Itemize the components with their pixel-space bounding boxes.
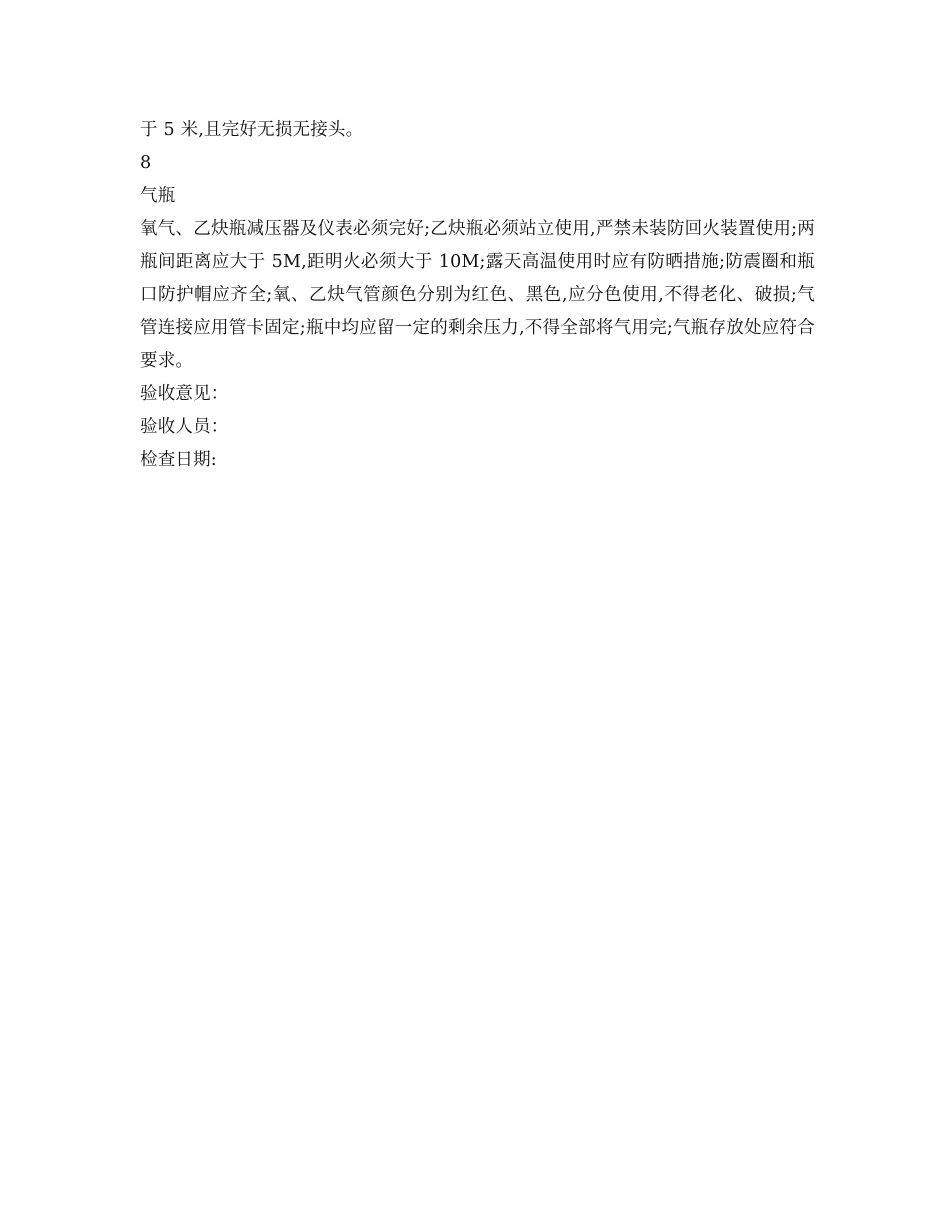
continuation-text: 于 5 米,且完好无损无接头。 <box>140 120 364 140</box>
requirement-paragraph: 氧气、乙炔瓶减压器及仪表必须完好;乙炔瓶必须站立使用,严禁未装防回火装置使用;两瓶间距离应大于 5M,距明火必须大于 10M;露天高温使用时应有防晒措施;防震圈和瓶口防护帽应齐全;氧、乙炔气管颜色分别为红色、黑色,应分色使用,不得老化、破损;气管连接应用管卡固定;瓶中均应留一定的剩余压力,不得全部将气用完;气瓶存放处应符合要求。 <box>140 219 815 371</box>
document-body <box>140 114 815 477</box>
inspection-date-label: 检查日期: <box>140 450 217 470</box>
item-title: 气瓶 <box>140 186 176 206</box>
item-number: 8 <box>140 153 152 173</box>
acceptance-personnel-label: 验收人员： <box>140 417 229 437</box>
acceptance-opinion-label: 验收意见： <box>140 384 229 404</box>
